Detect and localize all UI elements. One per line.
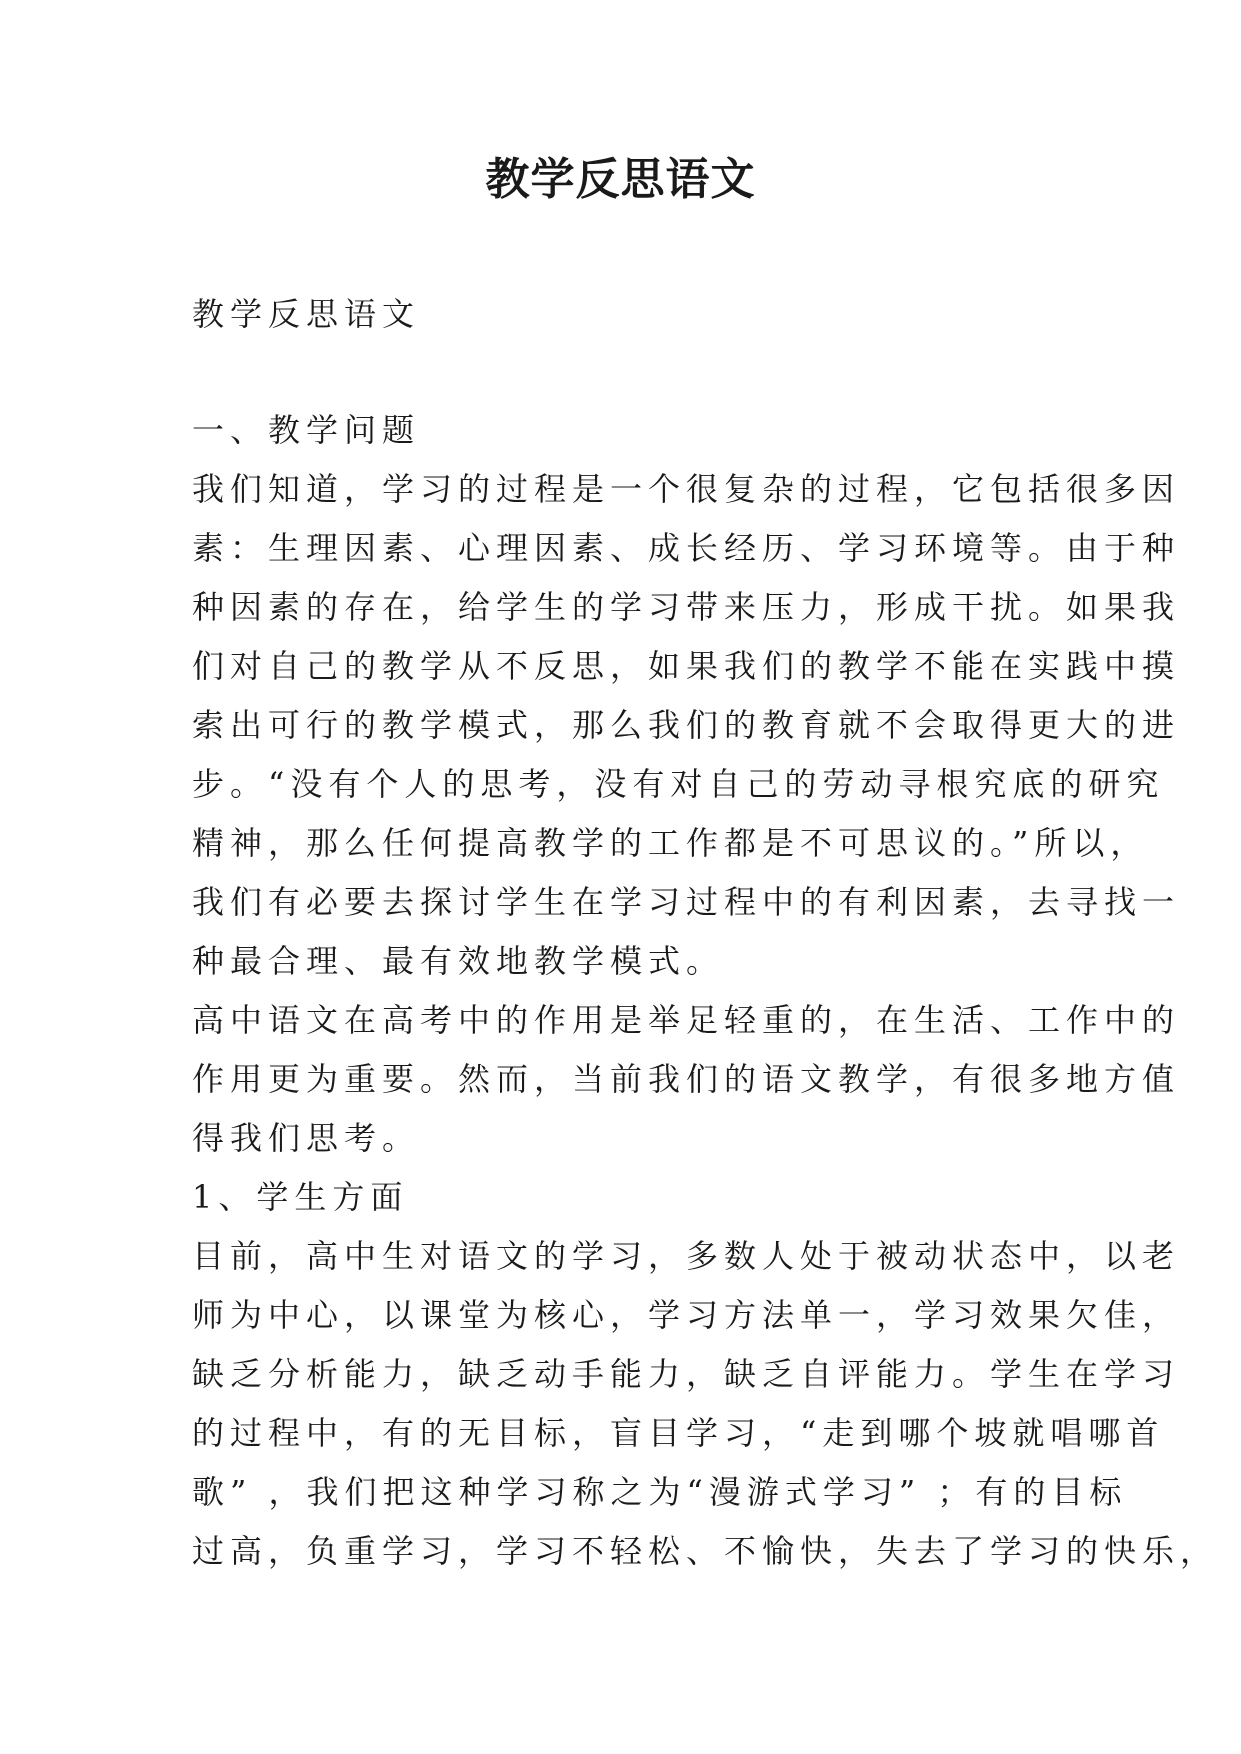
document-subtitle: 教学反思语文 bbox=[192, 295, 421, 333]
paragraph-line: 作用更为重要。然而，当前我们的语文教学，有很多地方值 bbox=[192, 1060, 1181, 1098]
paragraph-line: 种最合理、最有效地教学模式。 bbox=[192, 942, 725, 980]
paragraph-line: 目前，高中生对语文的学习，多数人处于被动状态中，以老 bbox=[192, 1237, 1181, 1275]
paragraph-line: 们对自己的教学从不反思，如果我们的教学不能在实践中摸 bbox=[192, 647, 1181, 685]
paragraph-line: 我们知道，学习的过程是一个很复杂的过程，它包括很多因 bbox=[192, 470, 1181, 508]
paragraph-line: 种因素的存在，给学生的学习带来压力，形成干扰。如果我 bbox=[192, 588, 1181, 626]
paragraph-line: 得我们思考。 bbox=[192, 1119, 421, 1157]
paragraph-line: 过高，负重学习，学习不轻松、不愉快，失去了学习的快乐， bbox=[192, 1532, 1219, 1570]
paragraph-line: 歌” ，我们把这种学习称之为“漫游式学习” ；有的目标 bbox=[192, 1473, 1128, 1511]
paragraph-line: 我们有必要去探讨学生在学习过程中的有利因素，去寻找一 bbox=[192, 883, 1181, 921]
paragraph-line: 缺乏分析能力，缺乏动手能力，缺乏自评能力。学生在学习 bbox=[192, 1355, 1181, 1393]
section-heading-students: 1、学生方面 bbox=[192, 1178, 409, 1216]
paragraph-line: 步。“没有个人的思考，没有对自己的劳动寻根究底的研究 bbox=[192, 765, 1165, 803]
paragraph-line: 精神，那么任何提高教学的工作都是不可思议的。”所以， bbox=[192, 824, 1149, 862]
paragraph-line: 师为中心，以课堂为核心，学习方法单一，学习效果欠佳， bbox=[192, 1296, 1181, 1334]
document-body bbox=[192, 285, 1219, 1581]
paragraph-line: 的过程中，有的无目标，盲目学习，“走到哪个坡就唱哪首 bbox=[192, 1414, 1165, 1452]
document-title: 教学反思语文 bbox=[485, 154, 756, 205]
section-heading-teaching-problems: 一、教学问题 bbox=[192, 411, 421, 449]
paragraph-line: 索出可行的教学模式，那么我们的教育就不会取得更大的进 bbox=[192, 706, 1181, 744]
paragraph-line: 素：生理因素、心理因素、成长经历、学习环境等。由于种 bbox=[192, 529, 1181, 567]
paragraph-line: 高中语文在高考中的作用是举足轻重的，在生活、工作中的 bbox=[192, 1001, 1181, 1039]
